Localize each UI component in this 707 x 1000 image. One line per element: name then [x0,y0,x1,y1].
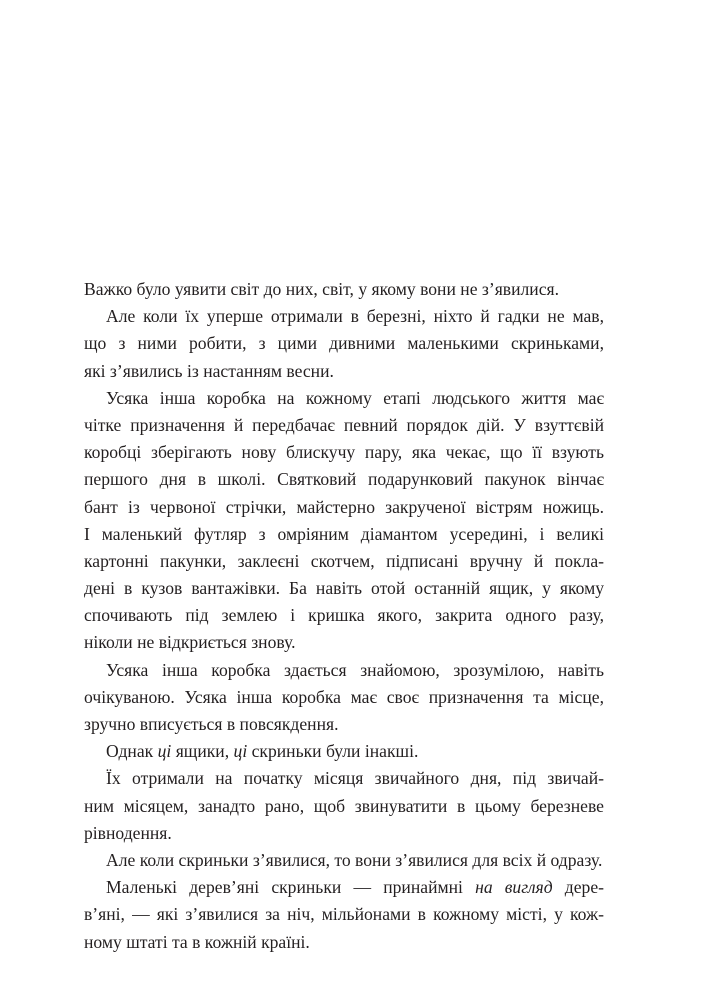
text-line: ному штаті та в кожній країні. [84,931,310,952]
body-text [84,276,604,956]
text-line: Їх отримали на початку місяця звичайного дня, під звичай- [106,768,604,789]
text-line: що з ними робити, з цими дивними маленькими скриньками, [84,333,604,354]
text-line: Усяка інша коробка на кожному етапі людського життя має [106,387,604,408]
text-line: зручно вписується в повсякдення. [84,714,339,734]
text-line: першого дня в школі. Святковий подарунковий пакунок вінчає [84,469,604,490]
text-run: Однак [106,741,158,762]
text-line: ним місяцем, занадто рано, щоб звинуватити в цьому березневе [84,795,604,816]
text-line: бант із червоної стрічки, майстерно закрученої вістрям ножиць. [84,496,604,517]
text-run: скриньки були інакші. [247,741,419,762]
text-line [84,874,604,901]
text-line: які з’явились із настанням весни. [84,360,334,381]
text-line: в’яні, — які з’явилися за ніч, мільйонами в кожному місті, у кож- [84,904,604,925]
text-run: дере- [552,877,604,898]
text-line: чітке призначення й передбачає певний порядок дій. У взуттєвій [84,414,604,435]
text-line: І маленький футляр з омріяним діамантом усередині, і великі [84,523,604,544]
text-line: дені в кузов вантажівки. Ба навіть отой останній ящик, у якому [84,578,604,599]
text-run: Маленькі дерев’яні скриньки — принаймні [106,877,476,898]
text-line: Але коли скриньки з’явилися, то вони з’явилися для всіх й одразу. [106,849,603,870]
text-line: картонні пакунки, заклеєні скотчем, підписані вручну й покла- [84,550,604,571]
text-line: рівнодення. [84,822,172,843]
emphasis-text: ці [157,741,172,762]
text-line: Але коли їх уперше отримали в березні, ніхто й гадки не мав, [106,306,604,327]
text-line: Важко було уявити світ до них, світ, у якому вони не з’явилися. [84,279,560,299]
text-line: коробці зберігають нову блискучу пару, яка чекає, що її взують [84,442,604,463]
emphasis-text: ці [233,741,248,762]
text-line: ніколи не відкриється знову. [84,632,296,653]
text-line: Усяка інша коробка здається знайомою, зрозумілою, навіть [106,659,604,680]
emphasis-text: на вигляд [475,877,553,898]
text-run: ящики, [171,741,234,762]
text-line: очікуваною. Усяка інша коробка має своє призначення та місце, [84,686,604,707]
text-line: спочивають під землею і кришка якого, закрита одного разу, [84,605,604,626]
text-line [84,738,604,765]
